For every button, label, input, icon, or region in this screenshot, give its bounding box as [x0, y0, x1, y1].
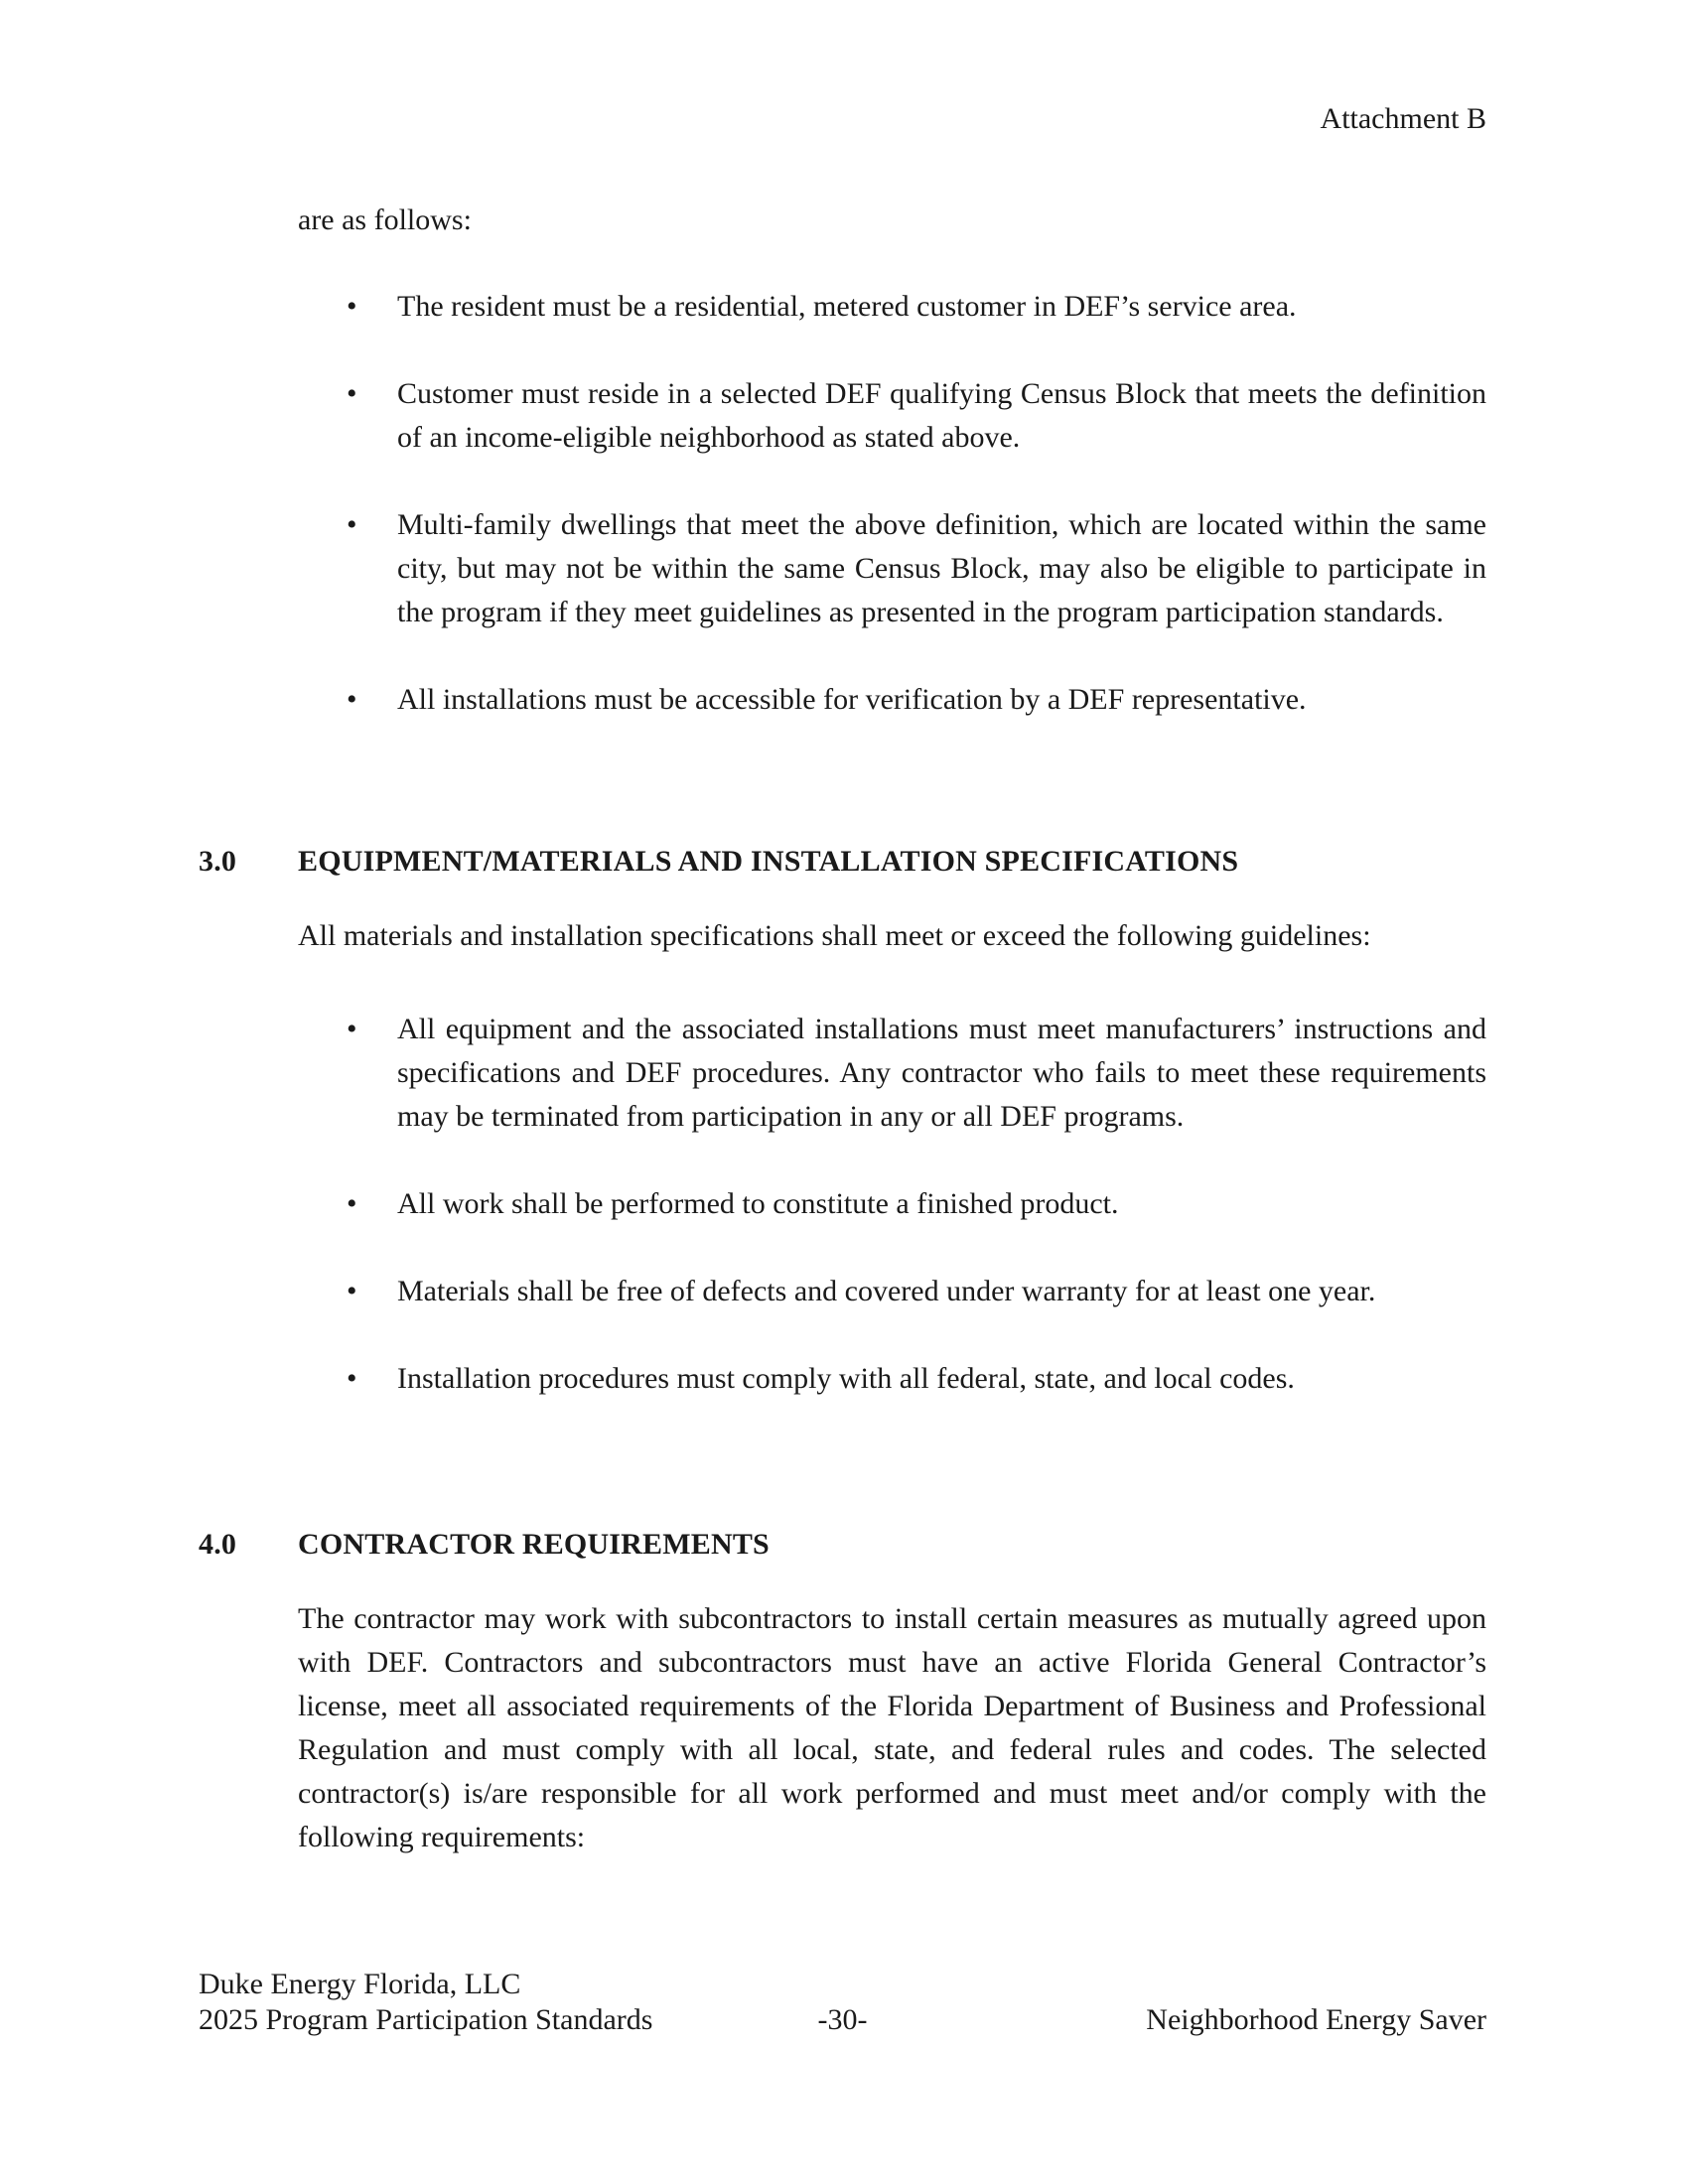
bullet-icon: •: [347, 1187, 357, 1220]
list-item: [298, 1008, 1486, 1139]
list-item-text: Materials shall be free of defects and covered under warranty for at least one year.: [397, 1275, 1376, 1307]
bullet-icon: •: [347, 377, 357, 410]
section-number: 4.0: [199, 1528, 237, 1561]
page-footer: [199, 1967, 1486, 2038]
section-4-paragraph: The contractor may work with subcontractors to install certain measures as mutually agreed upon with DEF. Contractors and subcontractors must have an active Florida General Contractor’s license, meet all associated requirements of the Florida Department of Business and Professional Regulation and must comply with all local, state, and federal rules and codes. The selected contractor(s) is/are responsible for all work performed and must meet and/or comply with the following requirements:: [298, 1602, 1486, 1853]
list-item: [298, 1182, 1486, 1226]
section-number: 3.0: [199, 845, 237, 878]
list-item: [298, 372, 1486, 460]
list-item-text: All equipment and the associated installations must meet manufacturers’ instructions and specifications and DEF procedures. Any contractor who fails to meet these requirements may be terminated from participation in any or all DEF programs.: [397, 1013, 1486, 1133]
list-item: [298, 285, 1486, 329]
bullet-icon: •: [347, 1275, 357, 1307]
list-item-text: Customer must reside in a selected DEF qualifying Census Block that meets the definition of an income-eligible neighborhood as stated above.: [397, 377, 1486, 454]
eligibility-list: [298, 285, 1486, 765]
attachment-label: Attachment B: [1320, 102, 1486, 135]
bullet-icon: •: [347, 683, 357, 716]
section-heading-4: [199, 1523, 770, 1567]
section-title: CONTRACTOR REQUIREMENTS: [298, 1528, 770, 1561]
section-title: EQUIPMENT/MATERIALS AND INSTALLATION SPECIFICATIONS: [298, 845, 1239, 878]
footer-document: 2025 Program Participation Standards: [199, 2003, 653, 2036]
footer-program: Neighborhood Energy Saver: [1146, 2003, 1486, 2036]
list-item-text: All installations must be accessible for verification by a DEF representative.: [397, 683, 1307, 716]
bullet-icon: •: [347, 1013, 357, 1045]
page-number: -30-: [817, 2003, 868, 2036]
list-item: [298, 678, 1486, 722]
bullet-icon: •: [347, 508, 357, 541]
list-item: [298, 1357, 1486, 1401]
bullet-icon: •: [347, 1362, 357, 1395]
list-item: [298, 1270, 1486, 1313]
list-item: [298, 503, 1486, 634]
list-item-text: The resident must be a residential, metered customer in DEF’s service area.: [397, 290, 1297, 323]
specifications-list: [298, 1008, 1486, 1444]
list-item-text: All work shall be performed to constitute a finished product.: [397, 1187, 1119, 1220]
list-item-text: Multi-family dwellings that meet the above definition, which are located within the same city, but may not be within the same Census Block, may also be eligible to participate in the program if they meet guidelines as presented in the program participation standards.: [397, 508, 1486, 628]
bullet-icon: •: [347, 290, 357, 323]
list-item-text: Installation procedures must comply with all federal, state, and local codes.: [397, 1362, 1295, 1395]
intro-text: are as follows:: [298, 204, 472, 236]
section-heading-3: [199, 840, 1238, 884]
section-3-paragraph: All materials and installation specifications shall meet or exceed the following guidelines:: [298, 919, 1371, 952]
footer-company: Duke Energy Florida, LLC: [199, 1968, 521, 2000]
